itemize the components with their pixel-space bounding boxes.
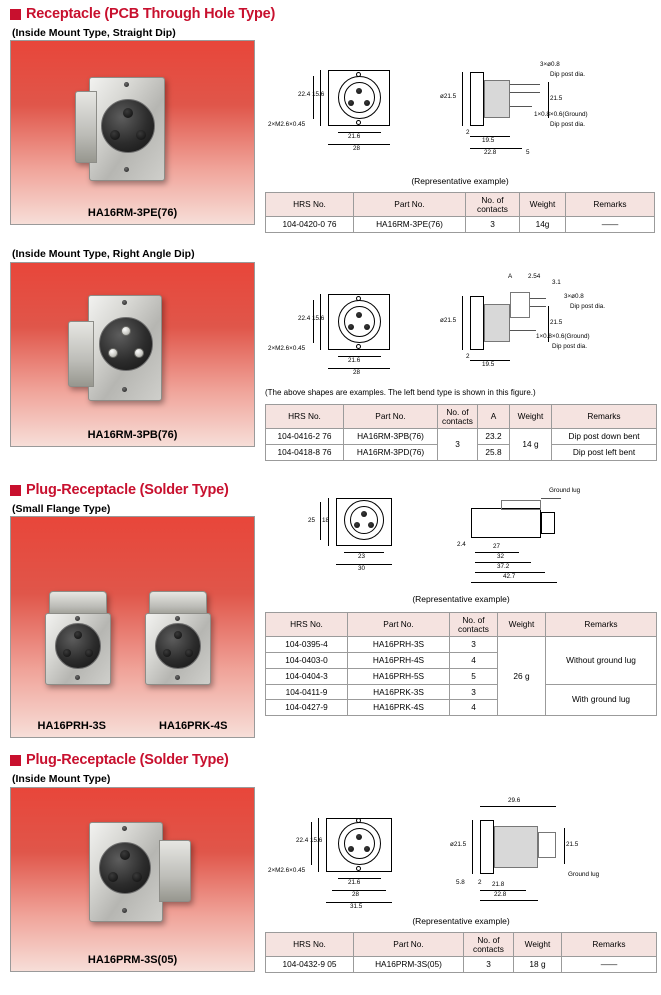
dim-28: 28 [353,145,361,152]
dim3-25: 25 [308,517,316,524]
cell3-contacts-4: 3 [450,684,498,700]
th4-part-no: Part No. [354,933,464,957]
cell2-remarks-1: Dip post down bent [552,429,657,445]
photo-caption-4: HA16PRM-3S(05) [87,954,178,966]
drawing-1-front [268,62,443,172]
th3-remarks: Remarks [546,613,657,637]
table-row [266,684,657,700]
dim4-28: 28 [352,891,360,898]
cell-hrs-no: 104-0420-0 76 [266,217,354,233]
dim4-215: 21.5 [566,841,579,848]
cell3-contacts-3: 5 [450,668,498,684]
th2-hrs-no: HRS No. [266,405,344,429]
cell3-contacts-2: 4 [450,653,498,669]
dim3-27: 27 [493,543,501,550]
table-header-row [266,933,657,957]
th2-contacts: No. of contacts [438,405,478,429]
connector-illustration-4 [69,816,199,928]
th-part-no: Part No. [354,193,466,217]
cell3-part-4: HA16PRK-3S [348,684,450,700]
cell3-part-3: HA16PRH-5S [348,668,450,684]
dim-15-6: 15.6 [312,91,325,98]
drawing-3-front [300,490,460,590]
drawing-3-side [455,486,655,596]
dim2-d215: ø21.5 [440,317,457,324]
th2-part-no: Part No. [344,405,438,429]
note-dip-post-dia-2: Dip post dia. [550,121,586,128]
dim4-31-5: 31.5 [350,903,363,910]
table-header-row [266,613,657,637]
dim4-22-8: 22.8 [494,891,507,898]
spec-table-2 [265,404,657,461]
dim4-2: 2 [478,879,482,886]
spec-table-1 [265,192,655,233]
th4-weight: Weight [514,933,562,957]
dim3-37-2: 37.2 [497,563,510,570]
product-photo-1 [10,40,255,225]
th-remarks: Remarks [566,193,655,217]
section-1-title: Receptacle (PCB Through Hole Type) [26,6,276,22]
dim2-A: A [508,273,513,280]
product-photo-3 [10,516,255,738]
drawing-2-note: (The above shapes are examples. The left bend type is shown in this figure.) [265,388,536,397]
red-square-icon [10,755,21,766]
dim2-19-5: 19.5 [482,361,495,368]
th2-a: A [478,405,510,429]
dim-215: 21.5 [550,95,563,102]
dim-19-5: 19.5 [482,137,495,144]
dim-d215: ø21.5 [440,93,457,100]
cell2-a-1: 23.2 [478,429,510,445]
dim-22-8: 22.8 [484,149,497,156]
connector-illustration-3b [139,591,235,691]
photo-caption-1: HA16RM-3PE(76) [87,207,178,219]
spec-table-4 [265,932,657,973]
cell2-remarks-2: Dip post left bent [552,445,657,461]
photo-caption-3a: HA16PRH-3S [37,720,106,732]
th2-remarks: Remarks [552,405,657,429]
spec-table-4-wrap [265,932,657,973]
th3-weight: Weight [498,613,546,637]
cell3-part-5: HA16PRK-4S [348,700,450,716]
cell-part-no: HA16RM-3PE(76) [354,217,466,233]
note2-3x08: 3×ø0.8 [564,293,584,300]
cell2-contacts: 3 [438,429,478,460]
section-3-title: Plug-Receptacle (Solder Type) [26,482,229,498]
dim3-2-4: 2.4 [457,541,466,548]
drawing-2-side [440,272,652,392]
product-photo-4 [10,787,255,972]
table-row [266,217,655,233]
table-row [266,637,657,653]
dim3-23: 23 [358,553,366,560]
cell-remarks: —— [566,217,655,233]
cell3-hrs-4: 104-0411-9 [266,684,348,700]
dim-21-6: 21.6 [348,133,361,140]
dim3-30: 30 [358,565,366,572]
dim2-2: 2 [466,353,470,360]
red-square-icon [10,485,21,496]
cell2-a-2: 25.8 [478,445,510,461]
note-dip-post-dia-1: Dip post dia. [550,71,586,78]
connector-illustration-1 [71,71,196,186]
cell3-contacts-5: 4 [450,700,498,716]
drawing-4-front [268,810,443,920]
section-1-heading [10,6,275,22]
cell4-remarks: —— [562,957,657,973]
cell2-weight: 14 g [510,429,552,460]
drawing-4-side [452,798,652,913]
cell2-part-no-1: HA16RM-3PB(76) [344,429,438,445]
note-3x08: 3×ø0.8 [540,61,560,68]
cell3-contacts-1: 3 [450,637,498,653]
cell4-weight: 18 g [514,957,562,973]
table-header-row [266,405,657,429]
rep-example-3: (Representative example) [412,594,510,604]
dim2-3-1: 3.1 [552,279,561,286]
dim4-22-4: 22.4 [296,837,309,844]
photo-caption-3 [11,720,254,732]
cell3-hrs-1: 104-0395-4 [266,637,348,653]
section-3-heading [10,482,229,498]
dim2-215: 21.5 [550,319,563,326]
th-hrs-no: HRS No. [266,193,354,217]
section-3-subtitle: (Small Flange Type) [12,503,111,515]
cell3-remarks-2: With ground lug [546,684,657,715]
section-4-subtitle: (Inside Mount Type) [12,773,111,785]
drawing-1-side [440,60,652,170]
note-ground: 1×0.8×0.6(Ground) [534,111,588,118]
cell3-weight: 26 g [498,637,546,716]
cell3-hrs-5: 104-0427-9 [266,700,348,716]
note2-dip-post-dia-1: Dip post dia. [570,303,606,310]
spec-table-3-wrap [265,612,657,716]
dim4-15-6: 15.6 [310,837,323,844]
th4-remarks: Remarks [562,933,657,957]
cell4-hrs: 104-0432-9 05 [266,957,354,973]
spec-table-3 [265,612,657,716]
dim2-2-54: 2.54 [528,273,541,280]
section-2-subtitle: (Inside Mount Type, Right Angle Dip) [12,248,195,260]
table-row [266,957,657,973]
dim4-29-6: 29.6 [508,797,521,804]
spec-table-2-wrap [265,404,657,461]
section-1-subtitle: (Inside Mount Type, Straight Dip) [12,27,176,39]
dim3-18: 18 [322,517,330,524]
th4-hrs-no: HRS No. [266,933,354,957]
red-square-icon [10,9,21,20]
dim-2: 2 [466,129,470,136]
product-photo-2 [10,262,255,447]
dim4-21-6: 21.6 [348,879,361,886]
note2-ground: 1×0.8×0.6(Ground) [536,333,590,340]
dim4-m26: 2×M2.6×0.45 [268,867,306,874]
cell3-hrs-2: 104-0403-0 [266,653,348,669]
th3-contacts: No. of contacts [450,613,498,637]
drawing-2-front [268,286,443,396]
cell3-remarks-1: Without ground lug [546,637,657,684]
cell-weight: 14g [520,217,566,233]
dim2-15-6: 15.6 [312,315,325,322]
dim4-d215: ø21.5 [450,841,467,848]
th4-contacts: No. of contacts [464,933,514,957]
cell3-part-1: HA16PRH-3S [348,637,450,653]
dim2-22-4: 22.4 [298,315,311,322]
table-header-row [266,193,655,217]
spec-table-1-wrap [265,192,655,233]
cell2-hrs-no-1: 104-0416-2 76 [266,429,344,445]
dim2-21-6: 21.6 [348,357,361,364]
dim-22-4: 22.4 [298,91,311,98]
photo-caption-2: HA16RM-3PB(76) [87,429,178,441]
cell2-hrs-no-2: 104-0418-8 76 [266,445,344,461]
note4-ground-lug: Ground lug [568,871,600,878]
connector-illustration-2 [66,291,201,409]
section-4-heading [10,752,229,768]
dim-m26: 2×M2.6×0.45 [268,121,306,128]
rep-example-4: (Representative example) [412,916,510,926]
cell3-part-2: HA16PRH-4S [348,653,450,669]
cell3-hrs-3: 104-0404-3 [266,668,348,684]
th3-part-no: Part No. [348,613,450,637]
connector-illustration-3a [39,591,135,691]
cell4-contacts: 3 [464,957,514,973]
th3-hrs-no: HRS No. [266,613,348,637]
th-weight: Weight [520,193,566,217]
dim2-m26: 2×M2.6×0.45 [268,345,306,352]
note2-dip-post-dia-2: Dip post dia. [552,343,588,350]
cell2-part-no-2: HA16RM-3PD(76) [344,445,438,461]
dim4-21-8: 21.8 [492,881,505,888]
dim3-42-7: 42.7 [503,573,516,580]
cell4-part: HA16PRM-3S(05) [354,957,464,973]
dim-5: 5 [526,149,530,156]
th-contacts: No. of contacts [466,193,520,217]
dim3-32: 32 [497,553,505,560]
rep-example-1: (Representative example) [411,176,509,186]
dim2-28: 28 [353,369,361,376]
note3-ground-lug: Ground lug [549,487,581,494]
section-4-title: Plug-Receptacle (Solder Type) [26,752,229,768]
table-row [266,429,657,445]
cell-contacts: 3 [466,217,520,233]
dim4-5-8: 5.8 [456,879,465,886]
photo-caption-3b: HA16PRK-4S [159,720,228,732]
th2-weight: Weight [510,405,552,429]
